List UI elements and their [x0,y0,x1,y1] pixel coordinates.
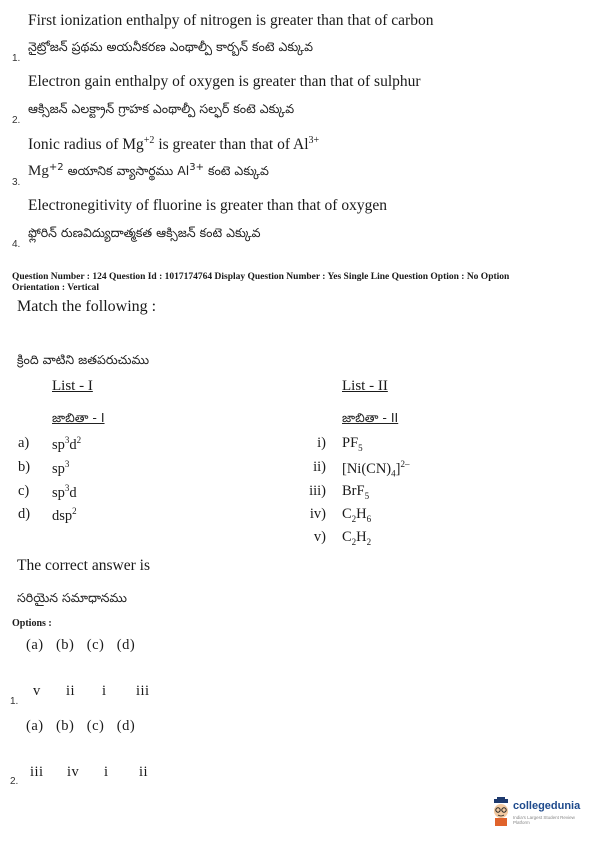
prev-option-3-text: Ionic radius of $Mg^{+2}$ is greater than that of $Al^{3+}$ [28,135,320,154]
prev-option-1-text: First ionization enthalpy of nitrogen is greater than that of carbon [28,12,434,29]
prev-option-4-text: Electronegitivity of fluorine is greater than that of oxygen [28,197,387,214]
logo-tagline: India's Largest Student Review Platform [513,815,575,825]
option-value: i [102,683,107,699]
prev-option-2-number: 2. [12,115,21,126]
list1-item: $sp^3d$ [52,483,77,501]
answer-prompt: The correct answer is [17,557,150,574]
option-value: v [33,683,41,699]
list2-item: $C_2H_2$ [342,529,372,547]
list2-header-telugu: జాబితా - II [342,410,399,425]
list2-label: ii) [313,459,326,475]
question-title: Match the following : [17,298,157,315]
prev-option-2-text: Electron gain enthalpy of oxygen is greater than that of sulphur [28,73,421,90]
option-value: ii [139,764,149,780]
list1-header: List - I [52,378,93,394]
list1-item: dsp$^2$ [52,506,77,524]
prev-option-3-telugu: $Mg^{+2}$ అయానిక వ్యాసార్థము $Al^{3+}$ కంటె ఎక్కువ [28,162,269,180]
list2-label: v) [313,529,326,545]
option-header: (a) (b) (c) (d) [26,718,136,734]
option-number: 2. [10,776,19,787]
list2-item: $[Ni(CN)_4]^{2-}$ [342,459,410,479]
list2-item: $PF_5$ [342,435,363,453]
list2-item: BrF$_5$ [342,483,370,501]
answer-prompt-telugu: సరియైన సమాధానము [17,590,127,605]
question-meta-line1: Question Number : 124 Question Id : 1017174764 Display Question Number : Yes Single Line Question Option : No Option [12,272,510,282]
prev-option-3-number: 3. [12,177,21,188]
list2-label: i) [317,435,326,451]
option-value: iii [136,683,150,699]
list1-header-telugu: జాబితా - I [52,410,105,425]
list2-label: iii) [309,483,326,499]
option-value: i [104,764,109,780]
list1-item: $sp^3$ [52,459,70,477]
list1-label: d) [18,506,31,522]
prev-option-4-number: 4. [12,239,21,250]
option-header: (a) (b) (c) (d) [26,637,136,653]
prev-option-1-number: 1. [12,53,21,64]
option-value: ii [66,683,76,699]
option-value: iii [30,764,44,780]
logo-name: collegedunia [513,800,581,812]
list1-item: $sp^3d^2$ [52,435,82,453]
list1-label: a) [18,435,30,451]
list1-label: b) [18,459,31,475]
prev-option-2-telugu: ఆక్సిజన్ ఎలక్ట్రాన్ గ్రాహక ఎంథాల్పీ సల్ఫర్ కంటె ఎక్కువ [28,101,295,116]
collegedunia-logo [491,797,587,829]
prev-option-4-telugu: ఫ్లోరిన్ రుణవిద్యుదాత్మకత ఆక్సిజన్ కంటె ఎక్కువ [28,225,261,240]
list1-label: c) [18,483,30,499]
list2-item: $C_2H_6$ [342,506,372,524]
options-label: Options : [12,618,52,629]
list2-label: iv) [309,506,326,522]
question-title-telugu: క్రింది వాటిని జతపరుచుము [17,352,150,367]
mascot-icon [491,797,511,827]
option-number: 1. [10,696,19,707]
prev-option-1-telugu: నైట్రోజన్ ప్రథమ అయనీకరణ ఎంథాల్పీ కార్బన్ కంటె ఎక్కువ [28,39,313,54]
list2-header: List - II [342,378,388,394]
question-meta-line2: Orientation : Vertical [12,283,100,293]
option-value: iv [67,764,80,780]
question-meta [12,272,572,294]
